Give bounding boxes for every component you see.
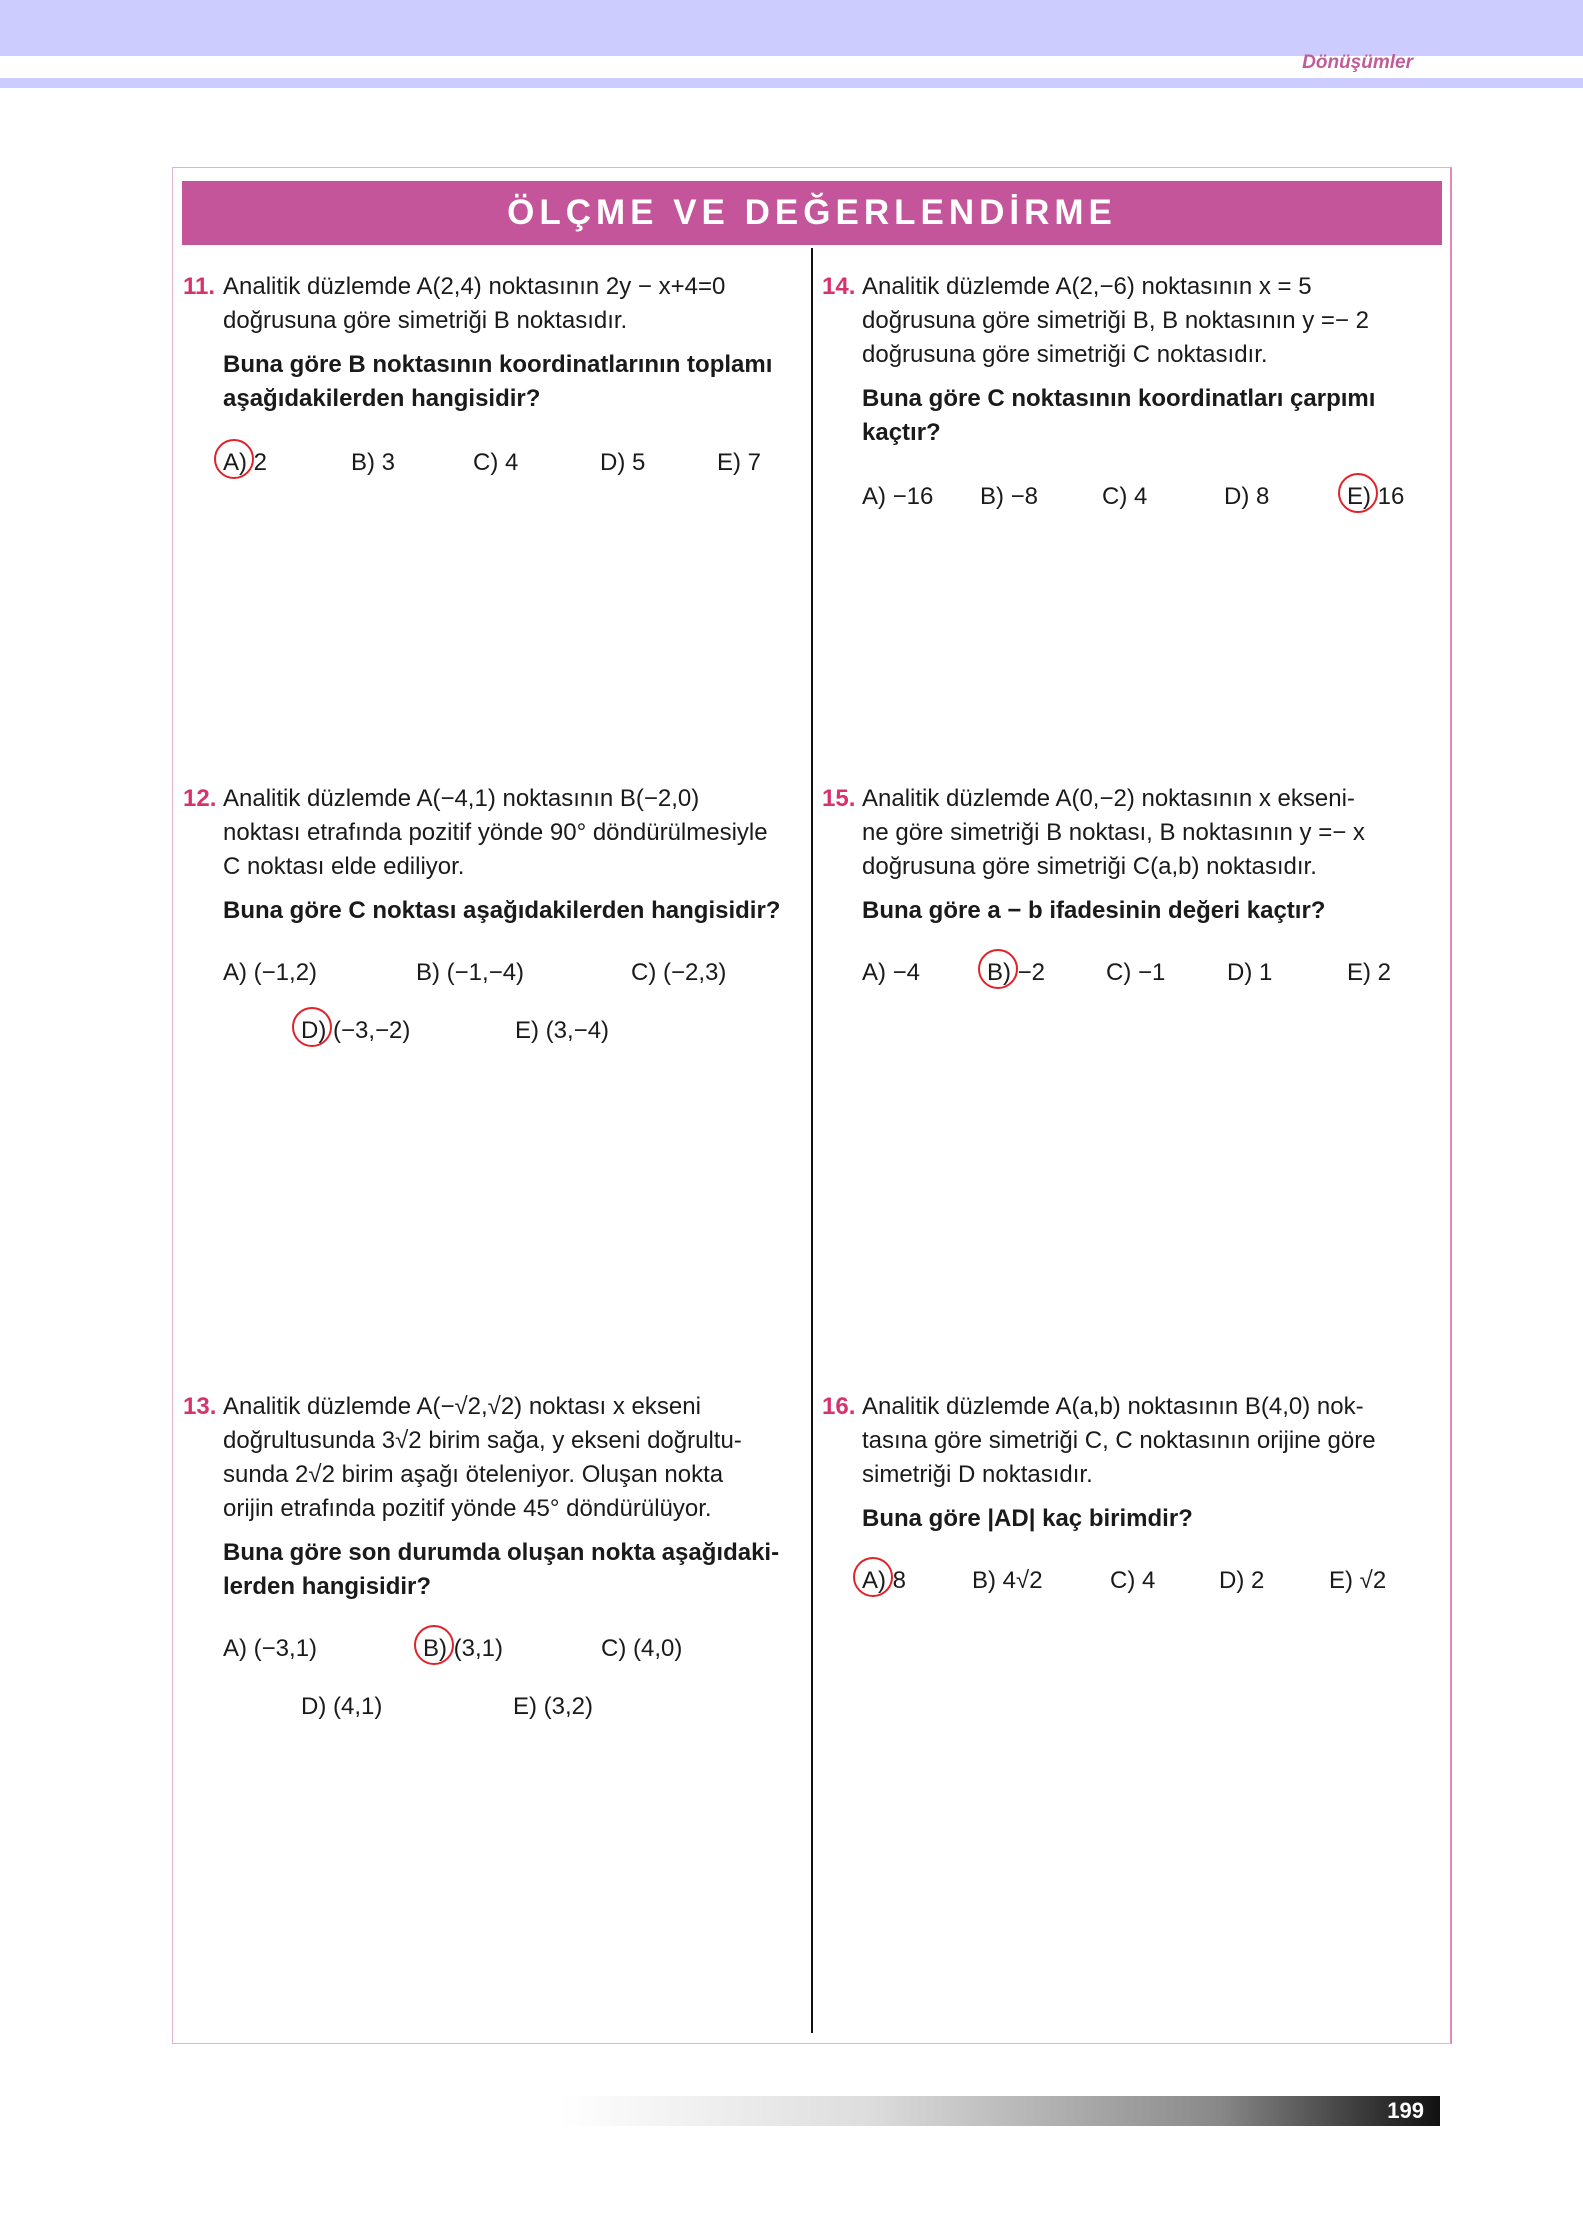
option-label: E)	[1347, 480, 1371, 514]
option-value: 4	[1127, 483, 1148, 510]
question-prompt: Buna göre |AD| kaç birimdir?	[862, 1505, 1193, 1532]
option-value: (−2,3)	[656, 959, 727, 986]
question-text: doğrusuna göre simetriği B, B noktasının y =− 2	[862, 307, 1369, 334]
option-value: (−3,−2)	[326, 1017, 411, 1044]
option-value: 4√2	[996, 1567, 1043, 1594]
option-label: C)	[1102, 483, 1128, 510]
options	[223, 446, 803, 506]
question-12	[183, 782, 803, 1074]
option-a[interactable]	[223, 446, 267, 480]
question-prompt: Buna göre C noktasının koordinatları çarpımı	[862, 385, 1376, 412]
options	[862, 956, 1442, 1016]
question-prompt: Buna göre C noktası aşağıdakilerden hangisidir?	[223, 897, 781, 924]
option-value: 8	[886, 1567, 907, 1594]
option-value: 8	[1249, 483, 1270, 510]
question-text: doğrusuna göre simetriği B noktasıdır.	[223, 307, 628, 334]
question-number: 12.	[183, 785, 217, 812]
option-value: 4	[498, 449, 519, 476]
question-text: Analitik düzlemde A(2,−6) noktasının x = 5	[862, 273, 1312, 300]
question-text: simetriği D noktasıdır.	[862, 1461, 1093, 1488]
option-label: D)	[301, 1693, 327, 1720]
option-label: E)	[717, 449, 741, 476]
option-label: A)	[862, 1564, 886, 1598]
question-text: C noktası elde ediliyor.	[223, 853, 465, 880]
option-value: −4	[886, 959, 921, 986]
question-prompt: Buna göre B noktasının koordinatlarının toplamı	[223, 351, 773, 378]
option-value: (3,1)	[447, 1635, 504, 1662]
question-number: 15.	[822, 785, 856, 812]
option-label: B)	[416, 959, 440, 986]
question-prompt: Buna göre son durumda oluşan nokta aşağıdaki-	[223, 1539, 780, 1566]
option-value: 7	[741, 449, 762, 476]
question-14	[822, 270, 1442, 540]
question-number: 16.	[822, 1393, 856, 1420]
option-label: B)	[972, 1567, 996, 1594]
question-text: sunda 2√2 birim aşağı öteleniyor. Oluşan nokta	[223, 1461, 724, 1488]
answer-circle	[414, 1625, 454, 1665]
option-value: (4,0)	[626, 1635, 683, 1662]
option-value: 2	[247, 449, 268, 476]
option-d[interactable]	[600, 446, 645, 480]
question-text: Analitik düzlemde A(−√2,√2) noktası x ekseni	[223, 1393, 701, 1420]
options	[862, 480, 1442, 540]
option-c[interactable]	[473, 446, 518, 480]
option-value: −16	[886, 483, 934, 510]
option-value: 4	[1135, 1567, 1156, 1594]
option-b[interactable]	[980, 480, 1038, 514]
question-prompt: Buna göre a − b ifadesinin değeri kaçtır?	[862, 897, 1326, 924]
option-e[interactable]	[717, 446, 761, 480]
option-value: 2	[1244, 1567, 1265, 1594]
option-label: E)	[513, 1693, 537, 1720]
option-label: C)	[473, 449, 499, 476]
option-c[interactable]	[1110, 1564, 1155, 1598]
option-label: D)	[1227, 959, 1253, 986]
option-c[interactable]	[1106, 956, 1165, 990]
option-e[interactable]	[1329, 1564, 1386, 1598]
option-value: (3,−4)	[539, 1017, 610, 1044]
answer-circle	[853, 1557, 893, 1597]
options	[223, 956, 803, 1074]
option-d[interactable]	[1219, 1564, 1264, 1598]
option-a[interactable]	[223, 1632, 317, 1666]
option-value: (−1,2)	[247, 959, 318, 986]
option-e[interactable]	[1347, 480, 1404, 514]
option-value: −1	[1131, 959, 1166, 986]
question-text: Analitik düzlemde A(a,b) noktasının B(4,0) nok-	[862, 1393, 1364, 1420]
option-b[interactable]	[351, 446, 395, 480]
question-text: doğrultusunda 3√2 birim sağa, y ekseni doğrultu-	[223, 1427, 742, 1454]
page-number: 199	[1387, 2098, 1424, 2123]
answer-circle	[214, 439, 254, 479]
option-label: B)	[423, 1632, 447, 1666]
option-value: 16	[1371, 483, 1405, 510]
column-divider	[811, 248, 813, 2033]
option-label: C)	[631, 959, 657, 986]
answer-circle	[978, 949, 1018, 989]
option-e[interactable]	[1347, 956, 1391, 990]
option-label: A)	[862, 959, 886, 986]
option-d[interactable]	[301, 1014, 410, 1048]
option-label: D)	[1219, 1567, 1245, 1594]
option-label: E)	[1329, 1567, 1353, 1594]
option-d[interactable]	[301, 1690, 382, 1724]
option-a[interactable]	[862, 480, 933, 514]
question-11	[183, 270, 803, 506]
question-text: Analitik düzlemde A(2,4) noktasının 2y − x+4=0	[223, 273, 726, 300]
option-value: (−3,1)	[247, 1635, 318, 1662]
question-prompt: lerden hangisidir?	[223, 1573, 432, 1600]
top-band	[0, 0, 1583, 56]
option-label: C)	[601, 1635, 627, 1662]
question-15	[822, 782, 1442, 1016]
option-b[interactable]	[416, 956, 524, 990]
option-label: A)	[223, 1635, 247, 1662]
chapter-title: Dönüşümler	[1302, 52, 1413, 73]
option-b[interactable]	[972, 1564, 1043, 1598]
question-prompt: kaçtır?	[862, 419, 941, 446]
question-prompt: aşağıdakilerden hangisidir?	[223, 385, 541, 412]
option-a[interactable]	[223, 956, 317, 990]
option-label: C)	[1110, 1567, 1136, 1594]
options	[223, 1632, 803, 1750]
question-text: Analitik düzlemde A(0,−2) noktasının x ekseni-	[862, 785, 1355, 812]
option-value: 5	[625, 449, 646, 476]
option-value: (−1,−4)	[440, 959, 525, 986]
option-value: −8	[1004, 483, 1039, 510]
answer-circle	[1338, 473, 1378, 513]
question-number: 11.	[183, 273, 216, 300]
answer-circle	[292, 1007, 332, 1047]
option-value: 2	[1371, 959, 1392, 986]
option-label: B)	[980, 483, 1004, 510]
question-text: doğrusuna göre simetriği C(a,b) noktasıdır.	[862, 853, 1317, 880]
page-number-bar	[560, 2096, 1440, 2126]
question-13	[183, 1390, 803, 1750]
option-a[interactable]	[862, 956, 920, 990]
option-label: B)	[987, 956, 1011, 990]
option-b[interactable]	[987, 956, 1045, 990]
option-label: D)	[301, 1014, 326, 1048]
question-text: noktası etrafında pozitif yönde 90° döndürülmesiyle	[223, 819, 768, 846]
option-label: D)	[600, 449, 626, 476]
question-number: 13.	[183, 1393, 217, 1420]
option-value: (3,2)	[537, 1693, 594, 1720]
option-label: C)	[1106, 959, 1132, 986]
question-text: tasına göre simetriği C, C noktasının orijine göre	[862, 1427, 1376, 1454]
section-banner: ÖLÇME VE DEĞERLENDİRME	[182, 181, 1442, 245]
option-label: B)	[351, 449, 375, 476]
option-value: (4,1)	[326, 1693, 383, 1720]
option-a[interactable]	[862, 1564, 906, 1598]
option-value: 3	[375, 449, 396, 476]
option-d[interactable]	[1227, 956, 1272, 990]
top-line	[0, 78, 1583, 88]
question-text: Analitik düzlemde A(−4,1) noktasının B(−2,0)	[223, 785, 700, 812]
option-d[interactable]	[1224, 480, 1269, 514]
question-16	[822, 1390, 1442, 1624]
option-label: A)	[223, 446, 247, 480]
option-value: −2	[1011, 959, 1046, 986]
question-text: orijin etrafında pozitif yönde 45° döndürülüyor.	[223, 1495, 712, 1522]
question-text: ne göre simetriği B noktası, B noktasının y =− x	[862, 819, 1365, 846]
option-value: 1	[1252, 959, 1273, 986]
question-text: doğrusuna göre simetriği C noktasıdır.	[862, 341, 1268, 368]
option-e[interactable]	[515, 1014, 609, 1048]
option-label: D)	[1224, 483, 1250, 510]
option-e[interactable]	[513, 1690, 593, 1724]
option-c[interactable]	[631, 956, 726, 990]
option-c[interactable]	[601, 1632, 682, 1666]
option-value: √2	[1353, 1567, 1387, 1594]
option-c[interactable]	[1102, 480, 1147, 514]
option-label: A)	[862, 483, 886, 510]
question-number: 14.	[822, 273, 856, 300]
option-label: E)	[1347, 959, 1371, 986]
option-label: A)	[223, 959, 247, 986]
option-label: E)	[515, 1017, 539, 1044]
option-b[interactable]	[423, 1632, 503, 1666]
options	[862, 1564, 1442, 1624]
